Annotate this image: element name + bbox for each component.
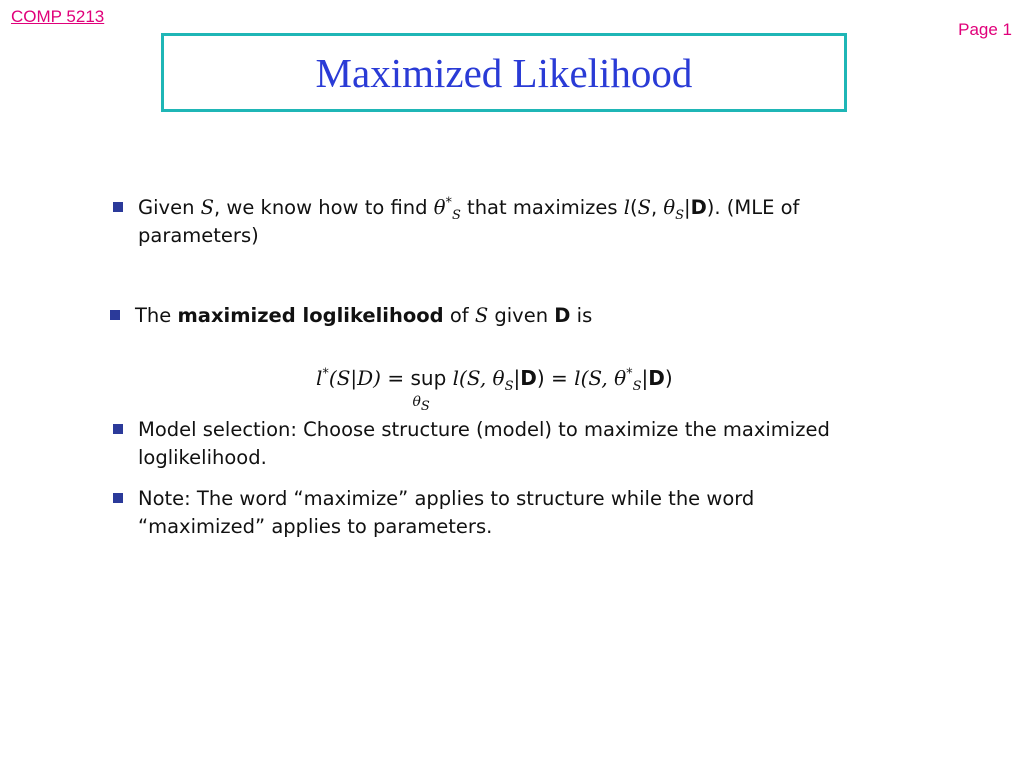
- bullet-text: Model selection: Choose structure (model) to maximize the maximized loglikelihood.: [138, 418, 830, 469]
- bullet-mle: [113, 194, 833, 250]
- loglikelihood-equation: l*(S|D) = sup $\theta_S$ l(S, $\theta_S|D) = l(S$, $\theta^*_S|D$): [316, 366, 673, 414]
- slide-title: Maximized Likelihood: [315, 49, 693, 96]
- course-link[interactable]: COMP 5213: [11, 7, 105, 26]
- bullet-model-selection: [113, 416, 833, 472]
- bullet-square-icon: [110, 310, 120, 320]
- bullet-text: The maximized loglikelihood of S given D is: [135, 304, 593, 327]
- bullet-maximized-loglikelihood: [110, 302, 830, 330]
- bullet-square-icon: [113, 493, 123, 503]
- bullet-text: Note: The word “maximize” applies to structure while the word “maximized” applies to parameters.: [138, 487, 755, 538]
- bullet-text: Given S, we know how to find $\theta^*_S$ that maximizes l(S, $\theta_S|D$). (MLE of parameters): [138, 195, 800, 247]
- bullet-square-icon: [113, 424, 123, 434]
- page-number: Page 1: [958, 20, 1012, 39]
- sup-operator: sup $\theta_S$: [410, 366, 447, 414]
- bullet-note: [113, 485, 833, 541]
- bullet-square-icon: [113, 202, 123, 212]
- title-box: [161, 33, 847, 112]
